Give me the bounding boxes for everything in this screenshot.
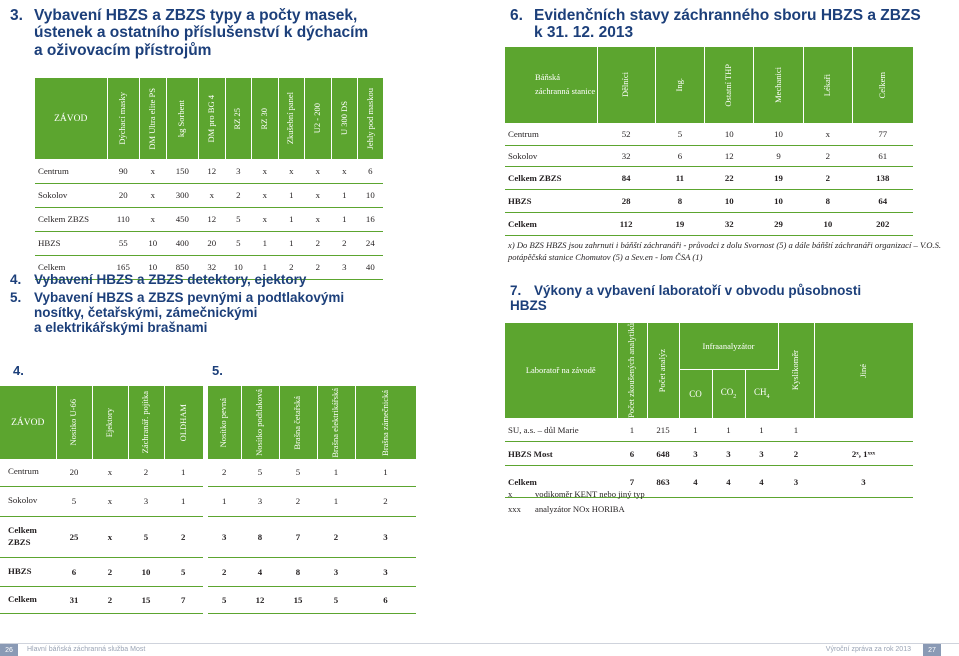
table-cell: 2	[279, 486, 317, 516]
table-cell: 6	[56, 557, 92, 586]
table-cell: 300	[166, 183, 199, 207]
t7-header-ch4: $CH_4$	[745, 369, 778, 418]
right-page-number: 27	[923, 644, 941, 656]
table-cell: 10	[705, 189, 754, 212]
t45-header-5: Nosítko pevná	[205, 386, 241, 459]
t6-header-4: Mechanici	[754, 47, 803, 123]
table-cell: 150	[166, 159, 199, 183]
t45-header-7: Brašna četařská	[279, 386, 317, 459]
table-row	[505, 123, 913, 145]
section3-title-line1: Vybavení HBZS a ZBZS typy a počty masek,	[34, 7, 358, 24]
table-cell: 1	[164, 459, 205, 486]
table-cell: 10	[754, 123, 803, 145]
t3-header-4: DM pro BG 4	[199, 78, 226, 159]
section5-title-line1: Vybavení HBZS a ZBZS pevnými a podtlakovými	[34, 290, 345, 305]
table-masks	[35, 78, 383, 280]
t3-header-zavod: ZÁVOD	[35, 78, 107, 159]
table-cell: 61	[853, 145, 914, 166]
table-cell: x	[331, 159, 358, 183]
table-cell: 1	[278, 207, 305, 231]
table-cell: x	[140, 159, 167, 183]
table-cell: 6	[358, 159, 383, 183]
section5-number: 5.	[10, 290, 22, 305]
table-cell: 5	[317, 586, 355, 613]
table-cell: 12	[705, 145, 754, 166]
table4-label: 4.	[13, 363, 24, 378]
table-cell: 215	[647, 418, 679, 442]
table-cell: 1	[164, 486, 205, 516]
table-cell: 2	[317, 516, 355, 557]
table-cell: 110	[107, 207, 140, 231]
row-label: Celkem	[505, 466, 617, 498]
t6-header-6: Celkem	[853, 47, 914, 123]
section6-number: 6.	[510, 7, 523, 24]
table-row	[35, 159, 383, 183]
table-cell: 648	[647, 442, 679, 466]
t3-header-10: Jehly pod maskou	[358, 78, 383, 159]
table-cell: 1	[317, 459, 355, 486]
table-cell: 64	[853, 189, 914, 212]
t7-header-co2: $CO_2$	[712, 369, 745, 418]
row-label: Sokolov	[35, 183, 107, 207]
row-label: HBZS	[0, 557, 56, 586]
table-cell: x	[92, 459, 128, 486]
table-row	[505, 166, 913, 189]
t6-header-2: Ing.	[655, 47, 704, 123]
table-cell: 20	[107, 183, 140, 207]
section7-title-line2: HBZS	[510, 298, 547, 314]
table-cell: 2	[331, 231, 358, 255]
table-cell: 5	[205, 586, 241, 613]
table-cell: 4	[745, 466, 778, 498]
table-cell: 165	[107, 255, 140, 279]
table-cell: 1	[331, 207, 358, 231]
section7-title-line1: Výkony a vybavení laboratoří v obvodu působnosti	[534, 283, 862, 298]
table-cell: 10	[803, 212, 852, 235]
table-cell: 32	[199, 255, 226, 279]
table-cell: 22	[705, 166, 754, 189]
table-cell: 9	[754, 145, 803, 166]
table-cell: x	[199, 183, 226, 207]
row-label: Centrum	[0, 459, 56, 486]
row-label: Celkem ZBZS	[505, 166, 597, 189]
table-cell: 8	[279, 557, 317, 586]
t6-header-1: Dělníci	[597, 47, 655, 123]
section7-number: 7.	[510, 283, 522, 298]
t45-header-8: Brašna elektrikářská	[317, 386, 355, 459]
t6-header-station: Báňská záchranná stanice	[505, 47, 597, 123]
table-cell: x	[278, 159, 305, 183]
table-cell: 2	[305, 231, 332, 255]
t7-header-infra: Infraanalyzátor	[679, 323, 778, 369]
t7-header-count: Počet zkoušených analytiků	[617, 323, 647, 418]
table-cell: 55	[107, 231, 140, 255]
section5-title-line3: a elektrikářskými brašnami	[34, 320, 208, 336]
row-label: Celkem ZBZS	[0, 516, 56, 557]
table-cell: 4	[679, 466, 712, 498]
section3-number: 3.	[10, 7, 23, 24]
table-cell: 450	[166, 207, 199, 231]
legend-item: xxx analyzátor NOx HORIBA	[508, 504, 625, 514]
table-cell: 138	[853, 166, 914, 189]
table-cell: 1	[745, 418, 778, 442]
table-cell: 3	[355, 557, 416, 586]
row-label: Sokolov	[505, 145, 597, 166]
t45-header-1: Nosítko U-66	[56, 386, 92, 459]
table-cell: 20	[199, 231, 226, 255]
table-cell: 2	[803, 166, 852, 189]
row-label: Sokolov	[0, 486, 56, 516]
table-row	[35, 183, 383, 207]
section6-title-line2: k 31. 12. 2013	[534, 24, 634, 42]
section6-title-line1: Evidenčních stavy záchranného sboru HBZS a ZBZS	[534, 7, 921, 24]
table-cell: 3	[331, 255, 358, 279]
table-cell: 11	[655, 166, 704, 189]
section3-title-line3: a oživovacím přístrojům	[34, 41, 212, 59]
row-label: HBZS Most	[505, 442, 617, 466]
table-cell: 19	[655, 212, 704, 235]
table-cell: 2	[225, 183, 252, 207]
table-cell: 3	[317, 557, 355, 586]
table-cell: 5	[164, 557, 205, 586]
table-cell: 6	[617, 442, 647, 466]
table-cell: x	[140, 207, 167, 231]
table-cell	[814, 418, 913, 442]
row-label: Celkem	[505, 212, 597, 235]
table-cell: 52	[597, 123, 655, 145]
table-cell: 2	[778, 442, 814, 466]
table-cell: 28	[597, 189, 655, 212]
table-cell: 6	[355, 586, 416, 613]
table-cell: 2	[164, 516, 205, 557]
table-cell: 1	[331, 183, 358, 207]
table-cell: 2	[355, 486, 416, 516]
t3-header-2: DM Ultra elite PS	[140, 78, 167, 159]
table-cell: 84	[597, 166, 655, 189]
table-cell: x	[252, 207, 279, 231]
table-cell: 2	[205, 557, 241, 586]
table-row	[35, 231, 383, 255]
staff-footnote: x) Do BZS HBZS jsou zahrnuti i báňští záchranáři - průvodci z dolu Svornost (5) a dále báňští záchranáři organizací – V.O.S. potápěčská stanice Chomutov (5) a Sev.en - lom ČSA (1)	[508, 240, 942, 263]
table-cell: 20	[56, 459, 92, 486]
table-cell: 15	[279, 586, 317, 613]
section6-heading	[510, 7, 950, 42]
table-cell: 3	[778, 466, 814, 498]
table-cell: 863	[647, 466, 679, 498]
table-cell: 2	[305, 255, 332, 279]
table-cell: 77	[853, 123, 914, 145]
table-row	[0, 459, 416, 486]
table-cell: 1	[679, 418, 712, 442]
table5-label: 5.	[212, 363, 223, 378]
table-cell: x	[92, 486, 128, 516]
table-cell: 2ˣ, 1ˣˣˣ	[814, 442, 913, 466]
table-cell: 6	[655, 145, 704, 166]
table-cell: 8	[241, 516, 279, 557]
table-cell: 5	[225, 231, 252, 255]
table-cell: 3	[128, 486, 164, 516]
table-cell: 2	[278, 255, 305, 279]
table-cell: 10	[754, 189, 803, 212]
t7-header-lab: Laboratoř na závodě	[505, 323, 617, 418]
t45-header-6: Nosítko podtlaková	[241, 386, 279, 459]
t3-header-9: U 300 DS	[331, 78, 358, 159]
t45-header-3: Záchranář. pojítka	[128, 386, 164, 459]
table-cell: 5	[56, 486, 92, 516]
table-cell: 1	[252, 255, 279, 279]
row-label: HBZS	[35, 231, 107, 255]
table-staff	[505, 47, 913, 236]
lab-legend	[508, 488, 808, 518]
table-cell: x	[140, 183, 167, 207]
table-cell: 32	[705, 212, 754, 235]
table-cell: x	[305, 159, 332, 183]
section4-title: Vybavení HBZS a ZBZS detektory, ejektory	[34, 272, 307, 287]
section3-title-line2: ústenek a ostatního příslušenství k dýchacím	[34, 24, 369, 42]
table-cell: 12	[199, 159, 226, 183]
table-cell: x	[252, 159, 279, 183]
table-cell: 1	[278, 183, 305, 207]
table-cell: 3	[814, 466, 913, 498]
row-label: Centrum	[505, 123, 597, 145]
table-cell: 2	[803, 145, 852, 166]
t45-header-9: Brašna zámečnická	[355, 386, 416, 459]
table-cell: 10	[140, 255, 167, 279]
table-row	[35, 207, 383, 231]
table-cell: 112	[597, 212, 655, 235]
table-cell: 1	[317, 486, 355, 516]
t3-header-5: RZ 25	[225, 78, 252, 159]
t3-header-1: Dýchací masky	[107, 78, 140, 159]
table-cell: 24	[358, 231, 383, 255]
table-cell: 7	[279, 516, 317, 557]
table-detectors-stretchers	[0, 386, 416, 614]
table-cell: 2	[205, 459, 241, 486]
legend-item: x vodikoměr KENT nebo jiný typ	[508, 489, 645, 499]
table-cell: 40	[358, 255, 383, 279]
left-footer-text: Hlavní báňská záchranná služba Most	[27, 646, 146, 653]
table-cell: 3	[355, 516, 416, 557]
row-label: Centrum	[35, 159, 107, 183]
table-cell: 3	[712, 442, 745, 466]
table-cell: 29	[754, 212, 803, 235]
section5-title-line2: nosítky, četařskými, zámečnickými	[34, 305, 258, 321]
table-cell: 3	[241, 486, 279, 516]
t3-header-3: kg Sorbent	[166, 78, 199, 159]
table-cell: 25	[56, 516, 92, 557]
t45-header-4: OLDHAM	[164, 386, 205, 459]
table-cell: 12	[199, 207, 226, 231]
right-footer-text: Výroční zpráva za rok 2013	[825, 646, 911, 653]
table-cell: 1	[205, 486, 241, 516]
table-cell: x	[803, 123, 852, 145]
table-cell: 3	[745, 442, 778, 466]
table-cell: 1	[252, 231, 279, 255]
table-cell: 4	[712, 466, 745, 498]
table-cell: 1	[278, 231, 305, 255]
section5-heading	[10, 290, 480, 335]
table-cell: 7	[164, 586, 205, 613]
table-cell: 16	[358, 207, 383, 231]
table-cell: 5	[241, 459, 279, 486]
table-cell: 3	[225, 159, 252, 183]
table-row	[0, 557, 416, 586]
table-cell: 5	[279, 459, 317, 486]
table-cell: 2	[92, 557, 128, 586]
table-row	[0, 586, 416, 613]
table-cell: 5	[225, 207, 252, 231]
table-cell: 90	[107, 159, 140, 183]
table-cell: 7	[617, 466, 647, 498]
table-row	[505, 189, 913, 212]
table-cell: 4	[241, 557, 279, 586]
table-cell: 5	[128, 516, 164, 557]
table-cell: 10	[705, 123, 754, 145]
row-label: HBZS	[505, 189, 597, 212]
section7-heading	[510, 283, 950, 313]
section4-heading	[10, 272, 480, 287]
table-cell: 850	[166, 255, 199, 279]
table-cell: 202	[853, 212, 914, 235]
table-cell: 1	[778, 418, 814, 442]
t7-header-kyslik: Kyslíkoměr	[778, 323, 814, 418]
table-cell: 8	[803, 189, 852, 212]
table-cell: 5	[655, 123, 704, 145]
table-cell: 1	[355, 459, 416, 486]
left-page-number: 26	[0, 644, 18, 656]
table-cell: 32	[597, 145, 655, 166]
table-row	[0, 486, 416, 516]
table-cell: 15	[128, 586, 164, 613]
table-cell: 31	[56, 586, 92, 613]
row-label: Celkem ZBZS	[35, 207, 107, 231]
table-row	[505, 442, 913, 466]
table-cell: 1	[712, 418, 745, 442]
t45-header-2: Ejektory	[92, 386, 128, 459]
table-cell: 10	[358, 183, 383, 207]
table-row	[505, 418, 913, 442]
t6-header-3: Ostatní THP	[705, 47, 754, 123]
section3-heading	[10, 7, 480, 59]
table-cell: 10	[128, 557, 164, 586]
table-cell: 2	[128, 459, 164, 486]
t3-header-8: U2 - 200	[305, 78, 332, 159]
table-cell: x	[92, 516, 128, 557]
table-cell: 400	[166, 231, 199, 255]
t7-header-analyses: Počet analýz	[647, 323, 679, 418]
table-cell: 10	[140, 231, 167, 255]
t3-header-7: Zkušební panel	[278, 78, 305, 159]
t7-header-jine: Jiné	[814, 323, 913, 418]
t45-header-zavod: ZÁVOD	[0, 386, 56, 459]
t3-header-6: RZ 30	[252, 78, 279, 159]
row-label: Celkem	[0, 586, 56, 613]
table-cell: 1	[617, 418, 647, 442]
table-row	[505, 212, 913, 235]
table-cell: 3	[679, 442, 712, 466]
section4-number: 4.	[10, 272, 22, 287]
t6-header-5: Lékaři	[803, 47, 852, 123]
table-cell: 8	[655, 189, 704, 212]
row-label: SU, a.s. – důl Marie	[505, 418, 617, 442]
table-cell: 12	[241, 586, 279, 613]
table-cell: 2	[92, 586, 128, 613]
table-row	[505, 145, 913, 166]
table-cell: x	[305, 207, 332, 231]
row-label: Celkem	[35, 255, 107, 279]
table-laboratories	[505, 323, 913, 498]
t7-header-co: CO	[679, 369, 712, 418]
table-cell: x	[305, 183, 332, 207]
table-cell: 3	[205, 516, 241, 557]
table-cell: 19	[754, 166, 803, 189]
table-cell: x	[252, 183, 279, 207]
table-cell: 10	[225, 255, 252, 279]
table-row	[0, 516, 416, 557]
page-footer	[0, 643, 959, 656]
